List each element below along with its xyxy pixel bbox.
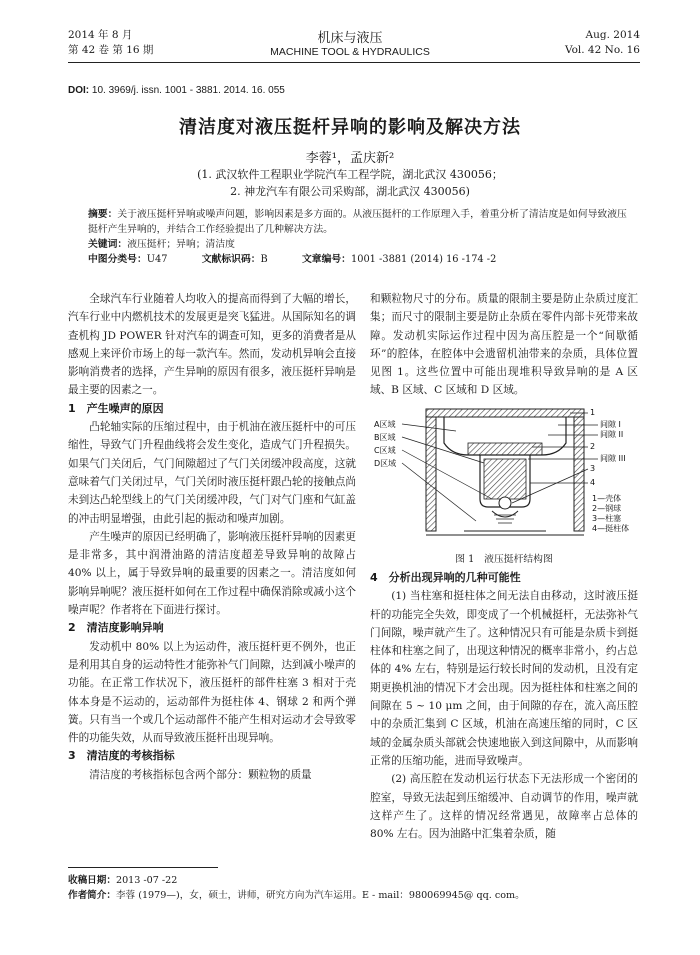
footnote bbox=[68, 873, 640, 903]
received-date bbox=[68, 873, 640, 888]
section-3-heading: 3 清洁度的考核指标 bbox=[68, 749, 175, 763]
header-vol-en: Vol. 42 No. 16 bbox=[564, 44, 640, 56]
doc-code-label: 文献标识码： bbox=[201, 254, 261, 265]
paper-authors: 李蓉¹，孟庆新² bbox=[305, 151, 395, 166]
part-number-1: 1 bbox=[590, 408, 596, 417]
gap-1-label: 间隙 I bbox=[600, 420, 621, 429]
legend-item-2: 2—钢球 bbox=[592, 504, 622, 513]
figure-1-caption: 图 1 液压挺杆结构图 bbox=[455, 554, 553, 565]
right-column-bottom bbox=[370, 569, 638, 843]
section-2-paragraph: 发动机中 80% 以上为运动件，液压挺杆更不例外，也正是利用其自身的运动特性才能弥补气门间隙，达到减小噪声的功能。在正常工作状况下，液压挺杆的部件柱塞 3 相对于壳体本身是不运动的，运动部件为挺柱体 4、钢球 2 和两个弹簧。只有当一个或几个运动部件不能产生相对运动才会导致零件的功能失效，从而导致液压挺杆出现异响。 bbox=[68, 640, 356, 745]
journal-name-cn: 机床与液压 bbox=[317, 31, 383, 46]
affiliations bbox=[0, 166, 700, 200]
header-volume: 第 42 卷 第 16 期 bbox=[68, 44, 154, 56]
section-3-paragraph-cont: 和颗粒物尺寸的分布。质量的限制主要是防止杂质过度汇集；而尺寸的限制主要是防止杂质在零件内部卡死带来故障。发动机实际运作过程中因为高压腔是一个“间歇循环”的腔体，在腔体中会遗留机油带来的杂质，具体位置见图 1。这些位置中可能出现堆积导致异响的是 A 区域、B 区域、C 区域和 D 区域。 bbox=[370, 293, 638, 397]
article-no-value: 1001 -3881 (2014) 16 -174 -2 bbox=[350, 254, 497, 265]
article-no-label: 文章编号： bbox=[302, 254, 351, 265]
figure-legend bbox=[592, 493, 629, 533]
gap-2-label: 间隙 II bbox=[600, 430, 624, 439]
affiliation-1: (1. 武汉软件工程职业学院汽车工程学院，湖北武汉 430056； bbox=[197, 168, 503, 181]
abstract-label: 摘要： bbox=[88, 209, 118, 220]
legend-item-3: 3—柱塞 bbox=[592, 514, 622, 523]
region-d-label: D区域 bbox=[374, 459, 397, 468]
gap-3-label: 间隙 III bbox=[600, 454, 626, 463]
footnote-rule bbox=[68, 867, 218, 868]
section-1-paragraph-2: 产生噪声的原因已经明确了，影响液压挺杆异响的因素更是非常多，其中润滑油路的清洁度超差导致异响的故障占 40% 以上，属于导致异响的最重要的因素之一。清洁度如何影响异响呢？液压挺杆如何在工作过程中确保消除或减小这个噪声呢？作者将在下面进行探讨。 bbox=[68, 530, 356, 617]
author-bio-label: 作者简介： bbox=[68, 890, 116, 901]
keywords-text: 液压挺杆；异响；清洁度 bbox=[127, 239, 235, 250]
section-1-heading: 1 产生噪声的原因 bbox=[68, 401, 164, 415]
header-date: 2014 年 8 月 bbox=[68, 29, 133, 41]
section-4-paragraph-1: (1) 当柱塞和挺柱体之间无法自由移动，这时液压挺杆的功能完全失效，即变成了一个机械挺杆，无法弥补气门间隙，噪声就产生了。这种情况只有可能是杂质卡到挺柱体和柱塞之间了，出现这种情况的概率非常小，约占总体的 4% 左右，特别是运行较长时间的发动机，且没有定期更换机油的情况下才会出现。因为挺柱体和柱塞之间的间隙在 5 ~ 10 μm 之间，由于间隙的存在，流入高压腔中的杂质汇集到 C 区域，机油在高速压缩的同时，C 区域的金属杂质头部就会快速地嵌入到这间隙中，从而影响正常的压缩功能，进而导致噪声。 bbox=[370, 590, 638, 767]
header-issue bbox=[565, 28, 640, 58]
part-number-4: 4 bbox=[590, 478, 596, 487]
classification-line bbox=[88, 252, 636, 267]
keywords-label: 关键词： bbox=[88, 239, 128, 250]
abstract bbox=[88, 207, 636, 237]
abstract-text: 关于液压挺杆异响或噪声问题，影响因素是多方面的。从液压挺杆的工作原理入手，着重分析了清洁度是如何导致液压挺杆产生异响的，并结合工作经验提出了几种解决方法。 bbox=[88, 209, 627, 235]
affiliation-2: 2. 神龙汽车有限公司采购部，湖北武汉 430056) bbox=[230, 185, 470, 198]
section-4-heading: 4 分析出现异响的几种可能性 bbox=[370, 571, 521, 584]
part-number-2: 2 bbox=[590, 442, 596, 451]
header-date-volume bbox=[68, 28, 153, 58]
legend-item-4: 4—挺柱体 bbox=[592, 524, 630, 533]
author-bio bbox=[68, 888, 640, 903]
received-value: 2013 -07 -22 bbox=[115, 875, 178, 886]
paper-title: 清洁度对液压挺杆异响的影响及解决方法 bbox=[179, 117, 521, 138]
abstract-block bbox=[88, 207, 636, 267]
clc-label: 中图分类号： bbox=[88, 254, 147, 265]
intro-paragraph: 全球汽车行业随着人均收入的提高而得到了大幅的增长，汽车行业中内燃机技术的发展更是突飞猛进。从国际知名的调查机构 JD POWER 针对汽车的调查可知，更多的消费者是从感观上来评价市场上的每一款汽车。然而，发动机异响会直接影响消费者的选择，产生异响的原因有很多，液压挺杆异响是最主要的因素之一。 bbox=[68, 293, 356, 397]
region-c-label: C区域 bbox=[374, 446, 396, 455]
header-rule bbox=[68, 62, 640, 63]
right-column-top bbox=[370, 290, 638, 400]
doi-line bbox=[68, 85, 285, 96]
legend-item-1: 1—壳体 bbox=[592, 494, 622, 503]
left-column bbox=[68, 290, 356, 784]
received-label: 收稿日期： bbox=[68, 875, 116, 886]
doi-label: DOI: bbox=[68, 85, 90, 96]
region-b-label: B区域 bbox=[374, 433, 396, 442]
region-a-label: A区域 bbox=[374, 420, 396, 429]
section-1-paragraph-1: 凸轮轴实际的压缩过程中，由于机油在液压挺杆中的可压缩性，导致气门升程曲线将会发生变化，造成气门升程损失。如果气门关闭后，气门间隙超过了气门关闭缓冲段高度，这就意味着气门关闭过早，气门关闭时液压挺杆跟凸轮的接触点尚未到达凸轮型线上的气门关闭缓冲段，气门对气门座和气缸盖的冲击明显增强，由此引起的振动和噪声加剧。 bbox=[68, 421, 356, 525]
plunger-body bbox=[444, 417, 566, 531]
author-bio-text: 李蓉 (1979—)，女，硕士，讲师，研究方向为汽车运用。E - mail：980069945@ qq. com。 bbox=[115, 890, 525, 901]
section-3-paragraph: 清洁度的考核指标包含两个部分：颗粒物的质量 bbox=[89, 768, 312, 781]
figure-1 bbox=[372, 403, 636, 545]
section-2-heading: 2 清洁度影响异响 bbox=[68, 621, 164, 635]
journal-name bbox=[200, 27, 500, 58]
part-number-3: 3 bbox=[590, 464, 596, 473]
section-4-paragraph-2: (2) 高压腔在发动机运行状态下无法形成一个密闭的腔室，导致无法起到压缩缓冲、自动调节的作用，噪声就这样产生了。这样的情况经常遇见，故障率占总体的 80% 左右。因为油路中汇集着杂质，随 bbox=[370, 773, 638, 841]
header-month-en: Aug. 2014 bbox=[585, 29, 640, 41]
clc-value: U47 bbox=[146, 254, 168, 265]
doi-value: 10. 3969/j. issn. 1001 - 3881. 2014. 16. 055 bbox=[91, 85, 285, 96]
doc-code-value: B bbox=[260, 254, 268, 265]
figure-1-drawing bbox=[372, 403, 636, 545]
keywords bbox=[88, 237, 636, 252]
journal-name-en: MACHINE TOOL & HYDRAULICS bbox=[270, 46, 430, 58]
